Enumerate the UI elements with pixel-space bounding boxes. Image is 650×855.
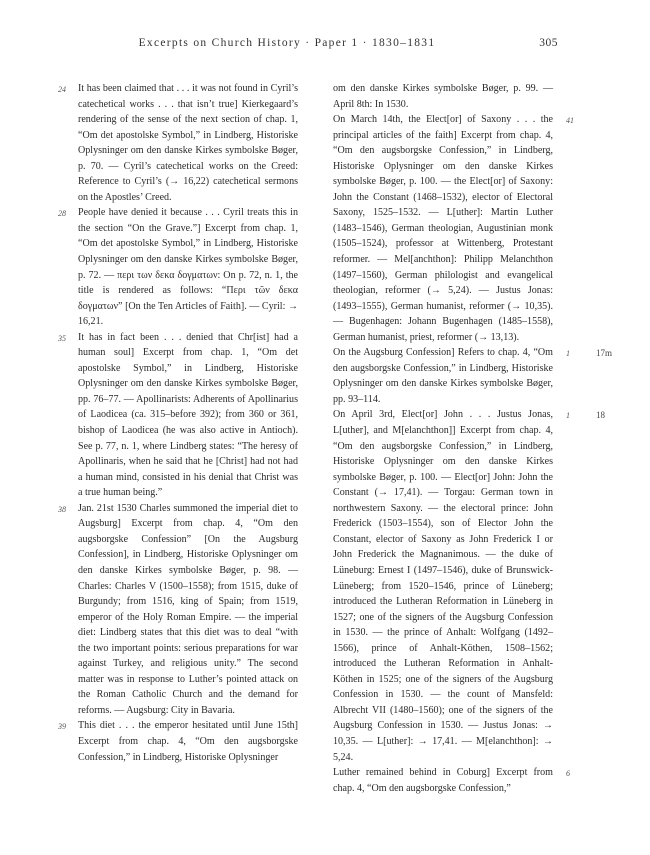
- running-header: [78, 37, 558, 55]
- note-text: Jan. 21st 1530 Charles summoned the imperial diet to Augsburg] Excerpt from chap. 4, “Om den augsborgske Confession” [On the Augsburg Confession], in Lindberg, Historiske Oplysninger om den danske Kirkes symbolske Bøger, p. 98. — Charles: Charles V (1500–1558); from 1515, duke of Burgundy; from 1516, king of Spain; from 1519, emperor of the Holy Roman Empire. — the imperial diet: Lindberg states that this diet was to deal “with the two important points: serious preparations for war against Turkey, and religious unity.” The second matter was in response to Luther’s pointed attack on the Roman Catholic Church and the demand for reforms. — Augsburg: City in Bavaria.: [78, 502, 298, 716]
- note-text: On April 3rd, Elect[or] John . . . Justus Jonas, L[uther], and M[elanchthon]] Excerpt from chap. 4, “Om den augsborgske Confession,” in Lindberg, Historiske Oplysninger om den danske Kirkes symbolske Bøger, p. 100. — Elect[or] John: John the Constant (→ 17,41). — Torgau: German town in northwestern Saxony. — the electoral prince: John Frederick (1503–1554), son of Elector John the Constant, elector of Saxony as John Frederick I or John Frederick the Magnanimous. — the duke of Lüneburg: Ernest I (1497–1546), duke of Brunswick-Lüneberg; from 1520–1546, prince of Lüneberg; introduced the Lutheran Reformation in Lüneberg in 1527; one of the signers of the Augsburg Confession in 1530. — the prince of Anhalt: Wolfgang (1492–1566), prince of Anhalt-Köthen, 1508–1562; introduced the Lutheran Reformation in Anhalt-Köthen in 1525; one of the signers of the Augsburg Confession in 1530. — the count of Mansfeld: Albrecht VII (1480–1560); one of the signers of the Augsburg Confession in 1530. — Justus Jonas: → 10,35. — L[uther]: → 17,41. — M[elanchthon]: → 5,24.: [333, 409, 553, 763]
- note-text: On March 14th, the Elect[or] of Saxony . . . the principal articles of the faith] Excerpt from chap. 4, “Om den augsborgske Confession,” in Lindberg, Historiske Oplysninger om den danske Kirkes symbolske Bøger, p. 100. — the Elect[or] of Saxony: John the Constant (1468–1532), elector of Electoral Saxony, 1525–1532. — L[uther]: Martin Luther (1483–1546), German theologian, Augustinian monk (1505–1524), professor at Wittenberg, Protestant reformer. — Mel[anchthon]: Philipp Melanchthon (1497–1560), German philologist and evangelical theologian, reformer (→ 5,24). — Justus Jonas: (1493–1555), German humanist, reformer (→ 10,35). — Bugenhagen: Johann Bugenhagen (1485–1558), German humanist, priest, reformer (→ 13,13).: [333, 114, 553, 343]
- note-entry: [58, 330, 298, 501]
- note-entry: [333, 345, 613, 407]
- line-number: 6: [566, 769, 570, 779]
- note-entry: [333, 81, 553, 112]
- note-text: om den danske Kirkes symbolske Bøger, p. 99. — April 8th: In 1530.: [333, 83, 553, 110]
- line-number: 1: [566, 349, 570, 359]
- line-number: 35: [58, 333, 66, 343]
- note-text: Luther remained behind in Coburg] Excerpt from chap. 4, “Om den augsborgske Confession,”: [333, 767, 553, 794]
- note-entry: [58, 81, 298, 205]
- page-number: 305: [539, 37, 558, 49]
- right-column: [333, 81, 613, 796]
- page-reference: 18: [596, 410, 605, 421]
- note-text: It has been claimed that . . . it was not found in Cyril’s catechetical works . . . that isn’t true] Kierkegaard’s rendering of the sense of the next section of chap. 1, “Om det apostolske Symbol,” in Lindberg, Historiske Oplysninger om den danske Kirkes symbolske Bøger, p. 70. — Cyril’s catechetical works on the Creed: Reference to Cyril’s (→ 16,22) catechetical sermons on the Apostles’ Creed.: [78, 83, 298, 203]
- note-entry: [58, 501, 298, 719]
- running-title: Excerpts on Church History · Paper 1 · 1830–1831: [138, 37, 436, 49]
- note-entry: [333, 765, 570, 796]
- note-text: People have denied it because . . . Cyril treats this in the section “On the Grave.”] Excerpt from chap. 1, “Om det apostolske Symbol,” in Lindberg, Historiske Oplysninger om den danske Kirkes symbolske Bøger, p. 72. — περι των δεκα δογματων: On p. 72, n. 1, the title is rendered as follows: “Περι τῶν δεκα δογματων” [On the Ten Articles of Faith]. — Cyril: → 16,21.: [78, 207, 298, 328]
- page-reference: 17m: [596, 348, 613, 359]
- note-entry: [333, 407, 605, 765]
- note-entry: [58, 205, 298, 329]
- line-number: 41: [566, 116, 574, 126]
- left-column: [58, 81, 298, 765]
- note-entry: [58, 718, 298, 765]
- note-entry: [333, 112, 574, 345]
- line-number: 28: [58, 209, 66, 219]
- note-text: It has in fact been . . . denied that Chr[ist] had a human soul] Excerpt from chap. 1, “Om det apostolske Symbol,” in Lindberg, Historiske Oplysninger om den danske Kirkes symbolske Bøger, pp. 76–77. — Apollinarists: Adherents of Apollinarius of Laodicea (ca. 315–before 392); from 360 or 361, bishop of Laodicea (he was also active in Antioch). See p. 77, n. 1, where Lindberg states: “The heresy of Apollinaris, when he said that he [Christ] had not had a human mind, consisted in his denial that Christ was a true human being.”: [78, 331, 298, 499]
- note-text: On the Augsburg Confession] Refers to chap. 4, “Om den augsborgske Confession,” in Lindberg, Historiske Oplysninger om den danske Kirkes symbolske Bøger, pp. 93–114.: [333, 347, 553, 405]
- line-number: 39: [58, 722, 66, 732]
- note-text: This diet . . . the emperor hesitated until June 15th] Excerpt from chap. 4, “Om den augsborgske Confession,” in Lindberg, Historiske Oplysninger: [78, 720, 298, 763]
- line-number: 24: [58, 85, 66, 94]
- line-number: 38: [58, 504, 66, 514]
- line-number: 1: [566, 411, 570, 421]
